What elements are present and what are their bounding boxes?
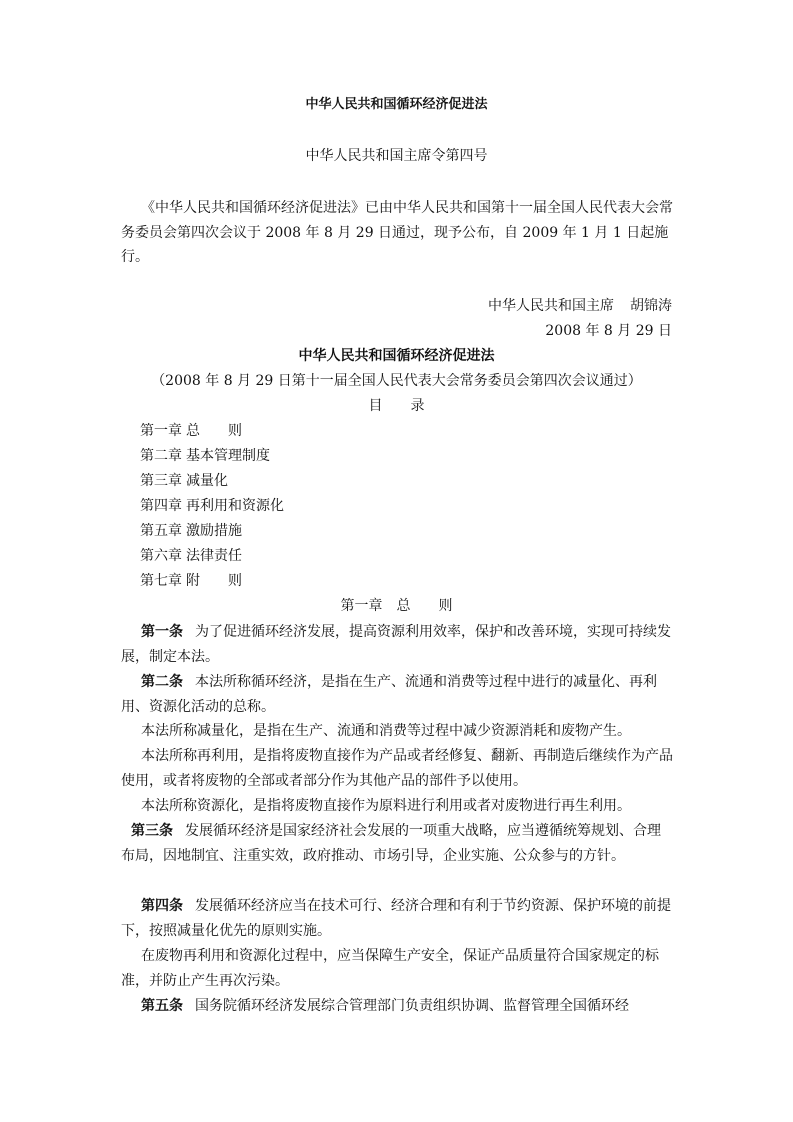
toc-chapter-title: 总 则 [186,423,242,439]
toc-item [140,446,270,466]
toc-chapter-title: 附 则 [186,573,242,589]
law-title: 中华人民共和国循环经济促进法 [298,348,495,364]
order-title: 中华人民共和国主席令第四号 [305,148,488,164]
toc-chapter-number: 第七章 [140,573,182,589]
toc-chapter-title: 减量化 [186,473,228,489]
toc-chapter-title: 法律责任 [186,548,242,564]
article-3 [121,819,673,868]
article-label: 第四条 [141,898,183,914]
toc-chapter-number: 第五章 [140,523,182,539]
article-text: 发展循环经济应当在技术可行、经济合理和有利于节约资源、保护环境的前提下，按照减量化优先的原则实施。 [121,898,671,939]
toc-item [140,546,242,566]
toc-item [140,471,228,491]
article-2-para-4: 本法所称资源化，是指将废物直接作为原料进行利用或者对废物进行再生利用。 [141,798,631,814]
article-2 [121,670,673,719]
signature-date: 2008 年 8 月 29 日 [545,323,672,339]
document-title: 中华人民共和国循环经济促进法 [305,97,488,112]
signature-line [488,296,672,316]
toc-chapter-number: 第六章 [140,548,182,564]
article-1 [121,620,673,669]
article-4-para-2: 在废物再利用和资源化过程中，应当保障生产安全，保证产品质量符合国家规定的标准，并防止产生再次污染。 [121,948,659,989]
promulgation-paragraph: 《中华人民共和国循环经济促进法》已由中华人民共和国第十一届全国人民代表大会常务委员会第四次会议于 2008 年 8 月 29 日通过，现予公布，自 2009 年 1 月 1 日起施行。 [121,200,673,266]
toc-chapter-number: 第一章 [140,423,182,439]
toc-chapter-title: 基本管理制度 [186,448,270,464]
article-4 [121,894,673,943]
article-text: 国务院循环经济发展综合管理部门负责组织协调、监督管理全国循环经 [195,998,629,1014]
article-5 [121,994,673,1019]
article-label: 第二条 [141,674,183,690]
article-label: 第三条 [131,823,173,839]
toc-chapter-number: 第二章 [140,448,182,464]
toc-item [140,521,242,541]
law-subtitle: （2008 年 8 月 29 日第十一届全国人民代表大会常务委员会第四次会议通过） [151,373,642,389]
chapter-1-heading: 第一章 总 则 [340,598,453,614]
toc-chapter-number: 第四章 [140,498,182,514]
article-label: 第一条 [141,624,183,640]
article-text: 发展循环经济是国家经济社会发展的一项重大战略，应当遵循统筹规划、合理布局，因地制宜、注重实效，政府推动、市场引导，企业实施、公众参与的方针。 [121,823,661,864]
article-text: 本法所称循环经济，是指在生产、流通和消费等过程中进行的减量化、再利用、资源化活动的总称。 [121,674,657,715]
toc-item [140,421,242,441]
toc-item [140,571,242,591]
article-2-para-2: 本法所称减量化，是指在生产、流通和消费等过程中减少资源消耗和废物产生。 [141,723,631,739]
toc-heading: 目 录 [368,398,425,414]
toc-chapter-number: 第三章 [140,473,182,489]
article-text: 为了促进循环经济发展，提高资源利用效率，保护和改善环境，实现可持续发展，制定本法。 [121,624,671,665]
article-label: 第五条 [141,998,183,1014]
signature-name: 胡锦涛 [630,298,672,314]
toc-chapter-title: 激励措施 [186,523,242,539]
article-2-para-3: 本法所称再利用，是指将废物直接作为产品或者经修复、翻新、再制造后继续作为产品使用，或者将废物的全部或者部分作为其他产品的部件予以使用。 [121,748,673,789]
toc-item [140,496,284,516]
signature-title: 中华人民共和国主席 [488,298,614,314]
toc-chapter-title: 再利用和资源化 [186,498,284,514]
